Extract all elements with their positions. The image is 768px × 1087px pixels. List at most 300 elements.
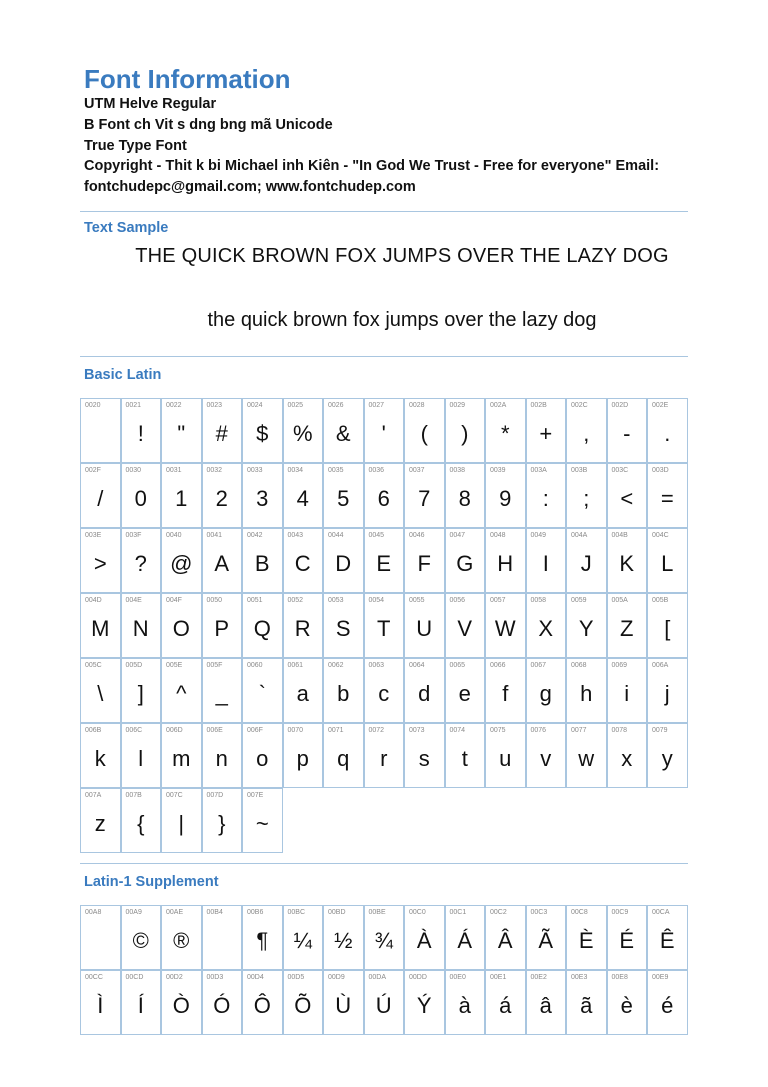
glyph: C xyxy=(294,551,311,576)
glyph: / xyxy=(97,486,104,511)
codepoint-label: 0054 xyxy=(368,597,385,604)
glyph-cell xyxy=(445,905,486,970)
glyph-cell xyxy=(323,723,364,788)
glyph-cell xyxy=(283,463,324,528)
glyph-cell xyxy=(566,970,607,1035)
glyph: 1 xyxy=(175,486,188,511)
glyph: Ô xyxy=(253,993,271,1018)
glyph-cell xyxy=(283,593,324,658)
glyph-cell xyxy=(202,788,243,853)
glyph: â xyxy=(539,993,552,1018)
codepoint-label: 0058 xyxy=(530,597,547,604)
glyph-cell xyxy=(283,658,324,723)
glyph-cell xyxy=(80,398,121,463)
glyph-cell xyxy=(202,463,243,528)
latin1-grid xyxy=(80,905,688,1035)
glyph: ] xyxy=(137,681,144,706)
glyph-cell xyxy=(485,723,526,788)
codepoint-label: 007A xyxy=(85,792,102,799)
glyph-cell xyxy=(202,593,243,658)
glyph-cell xyxy=(607,463,648,528)
glyph-cell xyxy=(485,905,526,970)
codepoint-label: 0052 xyxy=(287,597,304,604)
glyph: h xyxy=(580,681,593,706)
codepoint-label: 002C xyxy=(571,402,588,409)
codepoint-label: 004C xyxy=(652,532,669,539)
glyph: Ú xyxy=(375,993,392,1018)
glyph-cell xyxy=(445,658,486,723)
glyph-cell xyxy=(242,723,283,788)
glyph-cell xyxy=(80,788,121,853)
glyph-cell xyxy=(445,970,486,1035)
glyph-cell xyxy=(647,723,688,788)
glyph: I xyxy=(542,551,549,576)
glyph: [ xyxy=(664,616,671,641)
glyph-cell xyxy=(364,528,405,593)
codepoint-label: 00C2 xyxy=(490,909,507,916)
glyph-cell xyxy=(283,398,324,463)
codepoint-label: 0036 xyxy=(368,467,385,474)
glyph: m xyxy=(172,746,191,771)
codepoint-label: 004D xyxy=(85,597,102,604)
codepoint-label: 0068 xyxy=(571,662,587,669)
glyph-cell xyxy=(242,658,283,723)
glyph: Ó xyxy=(213,993,231,1018)
glyph: Ê xyxy=(659,928,675,953)
glyph: } xyxy=(218,811,226,836)
codepoint-label: 0027 xyxy=(368,402,385,409)
codepoint-label: 00E0 xyxy=(449,974,466,981)
glyph: ¼ xyxy=(293,928,312,953)
codepoint-label: 004B xyxy=(611,532,628,539)
glyph-cell xyxy=(121,463,162,528)
glyph-cell xyxy=(323,528,364,593)
codepoint-label: 00CC xyxy=(85,974,103,981)
glyph: t xyxy=(461,746,468,771)
glyph-cell xyxy=(566,528,607,593)
codepoint-label: 00CA xyxy=(652,909,670,916)
codepoint-label: 00D2 xyxy=(166,974,183,981)
glyph-cell xyxy=(161,970,202,1035)
codepoint-label: 00BD xyxy=(328,909,346,916)
codepoint-label: 004F xyxy=(166,597,182,604)
codepoint-label: 003F xyxy=(125,532,142,539)
glyph: z xyxy=(94,811,106,836)
codepoint-label: 00E3 xyxy=(571,974,588,981)
codepoint-label: 005D xyxy=(125,662,143,669)
codepoint-label: 007E xyxy=(247,792,264,799)
glyph: ^ xyxy=(176,681,187,706)
glyph: G xyxy=(456,551,474,576)
glyph-cell xyxy=(161,658,202,723)
codepoint-label: 005F xyxy=(206,662,223,669)
basic-latin-heading: Basic Latin xyxy=(84,367,162,383)
codepoint-label: 0030 xyxy=(125,467,142,474)
glyph-cell xyxy=(323,658,364,723)
codepoint-label: 0060 xyxy=(247,662,263,669)
glyph: X xyxy=(538,616,554,641)
glyph: 5 xyxy=(337,486,350,511)
glyph-cell xyxy=(566,905,607,970)
glyph: f xyxy=(502,681,509,706)
divider xyxy=(80,211,688,212)
glyph: è xyxy=(620,993,633,1018)
glyph-cell xyxy=(283,723,324,788)
glyph-cell xyxy=(161,463,202,528)
glyph: ? xyxy=(134,551,147,576)
codepoint-label: 00C3 xyxy=(530,909,548,916)
codepoint-label: 005A xyxy=(611,597,628,604)
codepoint-label: 0046 xyxy=(409,532,425,539)
glyph: O xyxy=(172,616,190,641)
glyph: a xyxy=(296,681,309,706)
glyph: À xyxy=(416,928,432,953)
codepoint-label: 00C9 xyxy=(611,909,629,916)
glyph: " xyxy=(177,421,186,446)
codepoint-label: 0074 xyxy=(449,727,466,734)
codepoint-label: 0032 xyxy=(206,467,223,474)
text-sample-heading: Text Sample xyxy=(84,220,169,236)
codepoint-label: 002A xyxy=(490,402,507,409)
glyph-cell xyxy=(647,658,688,723)
glyph: @ xyxy=(170,551,193,576)
sample-lowercase: the quick brown fox jumps over the lazy dog xyxy=(207,309,597,331)
glyph: u xyxy=(499,746,512,771)
glyph: 2 xyxy=(215,486,228,511)
glyph-cell xyxy=(485,593,526,658)
glyph: ! xyxy=(137,421,144,446)
glyph-cell xyxy=(404,723,445,788)
glyph-cell xyxy=(161,528,202,593)
codepoint-label: 0066 xyxy=(490,662,506,669)
codepoint-label: 0071 xyxy=(328,727,344,734)
glyph-cell xyxy=(80,463,121,528)
glyph-cell xyxy=(202,528,243,593)
codepoint-label: 0043 xyxy=(287,532,304,539)
glyph: R xyxy=(294,616,311,641)
codepoint-label: 0041 xyxy=(206,532,223,539)
glyph-cell xyxy=(526,463,567,528)
glyph-cell xyxy=(526,658,567,723)
glyph: q xyxy=(337,746,350,771)
codepoint-label: 00BE xyxy=(368,909,386,916)
glyph: . xyxy=(664,421,671,446)
glyph-cell xyxy=(485,658,526,723)
codepoint-label: 0063 xyxy=(368,662,385,669)
codepoint-label: 0049 xyxy=(530,532,547,539)
glyph: é xyxy=(661,993,674,1018)
glyph: ¶ xyxy=(256,928,269,953)
glyph: ; xyxy=(583,486,590,511)
codepoint-label: 0077 xyxy=(571,727,587,734)
codepoint-label: 006B xyxy=(85,727,102,734)
glyph-cell xyxy=(485,463,526,528)
basic-latin-grid xyxy=(80,398,688,853)
glyph-cell xyxy=(526,905,567,970)
glyph: ½ xyxy=(334,928,353,953)
codepoint-label: 006D xyxy=(166,727,183,734)
font-type: True Type Font xyxy=(84,137,187,154)
codepoint-label: 002E xyxy=(652,402,669,409)
glyph: Ì xyxy=(97,993,104,1018)
glyph: w xyxy=(578,746,595,771)
glyph-cell xyxy=(242,528,283,593)
glyph: | xyxy=(178,811,185,836)
codepoint-label: 002F xyxy=(85,467,101,474)
glyph-cell xyxy=(161,788,202,853)
glyph: $ xyxy=(256,421,269,446)
glyph-cell xyxy=(202,970,243,1035)
glyph-cell xyxy=(242,398,283,463)
codepoint-label: 0050 xyxy=(206,597,223,604)
codepoint-label: 002B xyxy=(530,402,547,409)
glyph-cell xyxy=(404,463,445,528)
codepoint-label: 0026 xyxy=(328,402,344,409)
codepoint-label: 00DA xyxy=(368,974,387,981)
glyph-cell xyxy=(323,970,364,1035)
glyph-cell xyxy=(647,970,688,1035)
glyph-cell xyxy=(445,723,486,788)
font-name: UTM Helve Regular xyxy=(84,96,217,112)
glyph: # xyxy=(215,421,228,446)
glyph-cell xyxy=(161,905,202,970)
glyph-cell xyxy=(485,398,526,463)
codepoint-label: 0076 xyxy=(530,727,547,734)
glyph: Q xyxy=(253,616,271,641)
glyph-cell xyxy=(607,398,648,463)
glyph-cell xyxy=(566,398,607,463)
glyph: K xyxy=(619,551,635,576)
glyph: Á xyxy=(457,928,473,953)
glyph: F xyxy=(417,551,431,576)
glyph: A xyxy=(214,551,230,576)
glyph: % xyxy=(292,421,313,446)
glyph: Z xyxy=(620,616,634,641)
glyph-cell xyxy=(323,905,364,970)
codepoint-label: 0024 xyxy=(247,402,263,409)
glyph: ¾ xyxy=(374,928,393,953)
codepoint-label: 00E9 xyxy=(652,974,669,981)
codepoint-label: 00D5 xyxy=(287,974,305,981)
codepoint-label: 005E xyxy=(166,662,183,669)
codepoint-label: 00B4 xyxy=(206,909,223,916)
codepoint-label: 004A xyxy=(571,532,588,539)
glyph-cell xyxy=(526,398,567,463)
glyph-cell xyxy=(161,593,202,658)
glyph: á xyxy=(499,993,512,1018)
glyph: Â xyxy=(497,928,513,953)
glyph-cell xyxy=(526,723,567,788)
codepoint-label: 0042 xyxy=(247,532,263,539)
glyph: Y xyxy=(578,616,594,641)
codepoint-label: 007C xyxy=(166,792,183,799)
glyph-cell xyxy=(121,658,162,723)
glyph: L xyxy=(661,551,674,576)
codepoint-label: 0053 xyxy=(328,597,344,604)
glyph-cell xyxy=(202,723,243,788)
glyph: ` xyxy=(258,681,266,706)
glyph-cell xyxy=(121,788,162,853)
codepoint-label: 0072 xyxy=(368,727,385,734)
glyph: > xyxy=(93,551,107,576)
glyph-cell xyxy=(121,593,162,658)
glyph-cell xyxy=(485,528,526,593)
sample-uppercase: THE QUICK BROWN FOX JUMPS OVER THE LAZY DOG xyxy=(135,245,669,267)
codepoint-label: 0022 xyxy=(166,402,182,409)
codepoint-label: 0051 xyxy=(247,597,263,604)
codepoint-label: 006A xyxy=(652,662,669,669)
codepoint-label: 00DD xyxy=(409,974,427,981)
glyph-cell xyxy=(404,970,445,1035)
glyph: E xyxy=(376,551,392,576)
glyph: W xyxy=(494,616,516,641)
glyph: ( xyxy=(420,421,428,446)
glyph-cell xyxy=(647,398,688,463)
glyph: \ xyxy=(97,681,104,706)
glyph: + xyxy=(539,421,553,446)
glyph-cell xyxy=(121,905,162,970)
glyph-cell xyxy=(323,398,364,463)
codepoint-label: 0079 xyxy=(652,727,668,734)
contact-line: fontchudepc@gmail.com; www.fontchudep.com xyxy=(84,179,416,196)
glyph-cell xyxy=(566,463,607,528)
glyph-cell xyxy=(566,723,607,788)
glyph-cell xyxy=(485,970,526,1035)
codepoint-label: 0078 xyxy=(611,727,628,734)
codepoint-label: 00A9 xyxy=(125,909,142,916)
glyph: c xyxy=(378,681,390,706)
codepoint-label: 00E8 xyxy=(611,974,628,981)
codepoint-label: 0055 xyxy=(409,597,425,604)
glyph: 3 xyxy=(256,486,269,511)
glyph-cell xyxy=(202,658,243,723)
codepoint-label: 006C xyxy=(125,727,143,734)
glyph: 6 xyxy=(377,486,390,511)
glyph-cell xyxy=(80,593,121,658)
glyph-cell xyxy=(121,398,162,463)
codepoint-label: 006F xyxy=(247,727,263,734)
codepoint-label: 00D4 xyxy=(247,974,264,981)
glyph: B xyxy=(254,551,270,576)
glyph: D xyxy=(335,551,352,576)
latin1-heading: Latin-1 Supplement xyxy=(84,874,219,890)
glyph: = xyxy=(660,486,674,511)
glyph-cell xyxy=(202,905,243,970)
glyph-cell xyxy=(404,398,445,463)
glyph: Í xyxy=(137,993,144,1018)
glyph-cell xyxy=(404,593,445,658)
codepoint-label: 00E2 xyxy=(530,974,547,981)
glyph: 4 xyxy=(296,486,309,511)
divider xyxy=(80,863,688,864)
codepoint-label: 00CD xyxy=(125,974,144,981)
codepoint-label: 0065 xyxy=(449,662,466,669)
glyph-cell xyxy=(647,463,688,528)
glyph: ' xyxy=(381,421,386,446)
codepoint-label: 0061 xyxy=(287,662,304,669)
glyph: j xyxy=(664,681,670,706)
glyph-cell xyxy=(161,398,202,463)
glyph-cell xyxy=(364,658,405,723)
codepoint-label: 0075 xyxy=(490,727,506,734)
codepoint-label: 00D3 xyxy=(206,974,224,981)
glyph: n xyxy=(215,746,228,771)
glyph-cell xyxy=(404,658,445,723)
glyph: - xyxy=(623,421,631,446)
codepoint-label: 0064 xyxy=(409,662,425,669)
glyph: v xyxy=(540,746,552,771)
glyph-cell xyxy=(566,593,607,658)
glyph: p xyxy=(296,746,309,771)
glyph: & xyxy=(335,421,351,446)
glyph-cell xyxy=(607,658,648,723)
codepoint-label: 0056 xyxy=(449,597,466,604)
codepoint-label: 0044 xyxy=(328,532,344,539)
glyph-cell xyxy=(647,528,688,593)
glyph: ~ xyxy=(255,811,269,836)
glyph: { xyxy=(137,811,145,836)
glyph: 8 xyxy=(458,486,471,511)
glyph-cell xyxy=(404,905,445,970)
glyph: M xyxy=(91,616,110,641)
copyright-line: Copyright - Thit k bi Michael inh Kiên - "In God We Trust - Free for everyone" Email: xyxy=(84,158,660,175)
codepoint-label: 005C xyxy=(85,662,102,669)
codepoint-label: 003D xyxy=(652,467,669,474)
codepoint-label: 00A8 xyxy=(85,909,102,916)
glyph: É xyxy=(619,928,635,953)
glyph-cell xyxy=(283,528,324,593)
codepoint-label: 003A xyxy=(530,467,547,474)
glyph: i xyxy=(624,681,630,706)
glyph: k xyxy=(94,746,106,771)
glyph-cell xyxy=(445,463,486,528)
glyph: T xyxy=(377,616,391,641)
glyph: x xyxy=(621,746,633,771)
glyph-cell xyxy=(80,905,121,970)
glyph: ® xyxy=(173,928,190,953)
codepoint-label: 0023 xyxy=(206,402,223,409)
codepoint-label: 0057 xyxy=(490,597,506,604)
glyph: ) xyxy=(461,421,469,446)
codepoint-label: 0028 xyxy=(409,402,425,409)
glyph: Ã xyxy=(538,928,554,953)
glyph: N xyxy=(132,616,149,641)
glyph-cell xyxy=(283,970,324,1035)
glyph-cell xyxy=(364,398,405,463)
codepoint-label: 00C8 xyxy=(571,909,588,916)
glyph-cell xyxy=(607,593,648,658)
glyph-cell xyxy=(121,528,162,593)
codepoint-label: 0025 xyxy=(287,402,304,409)
codepoint-label: 0038 xyxy=(449,467,466,474)
glyph-cell xyxy=(121,723,162,788)
glyph-cell xyxy=(242,905,283,970)
codepoint-label: 003C xyxy=(611,467,629,474)
glyph-cell xyxy=(607,528,648,593)
glyph: H xyxy=(497,551,514,576)
glyph: 7 xyxy=(418,486,431,511)
glyph: ã xyxy=(580,993,593,1018)
glyph: _ xyxy=(215,681,228,706)
codepoint-label: 007B xyxy=(125,792,142,799)
codepoint-label: 00AE xyxy=(166,909,184,916)
codepoint-label: 00BC xyxy=(287,909,306,916)
font-info xyxy=(84,94,724,198)
codepoint-label: 002D xyxy=(611,402,629,409)
codepoint-label: 003B xyxy=(571,467,588,474)
codepoint-label: 004E xyxy=(125,597,142,604)
glyph: d xyxy=(418,681,431,706)
